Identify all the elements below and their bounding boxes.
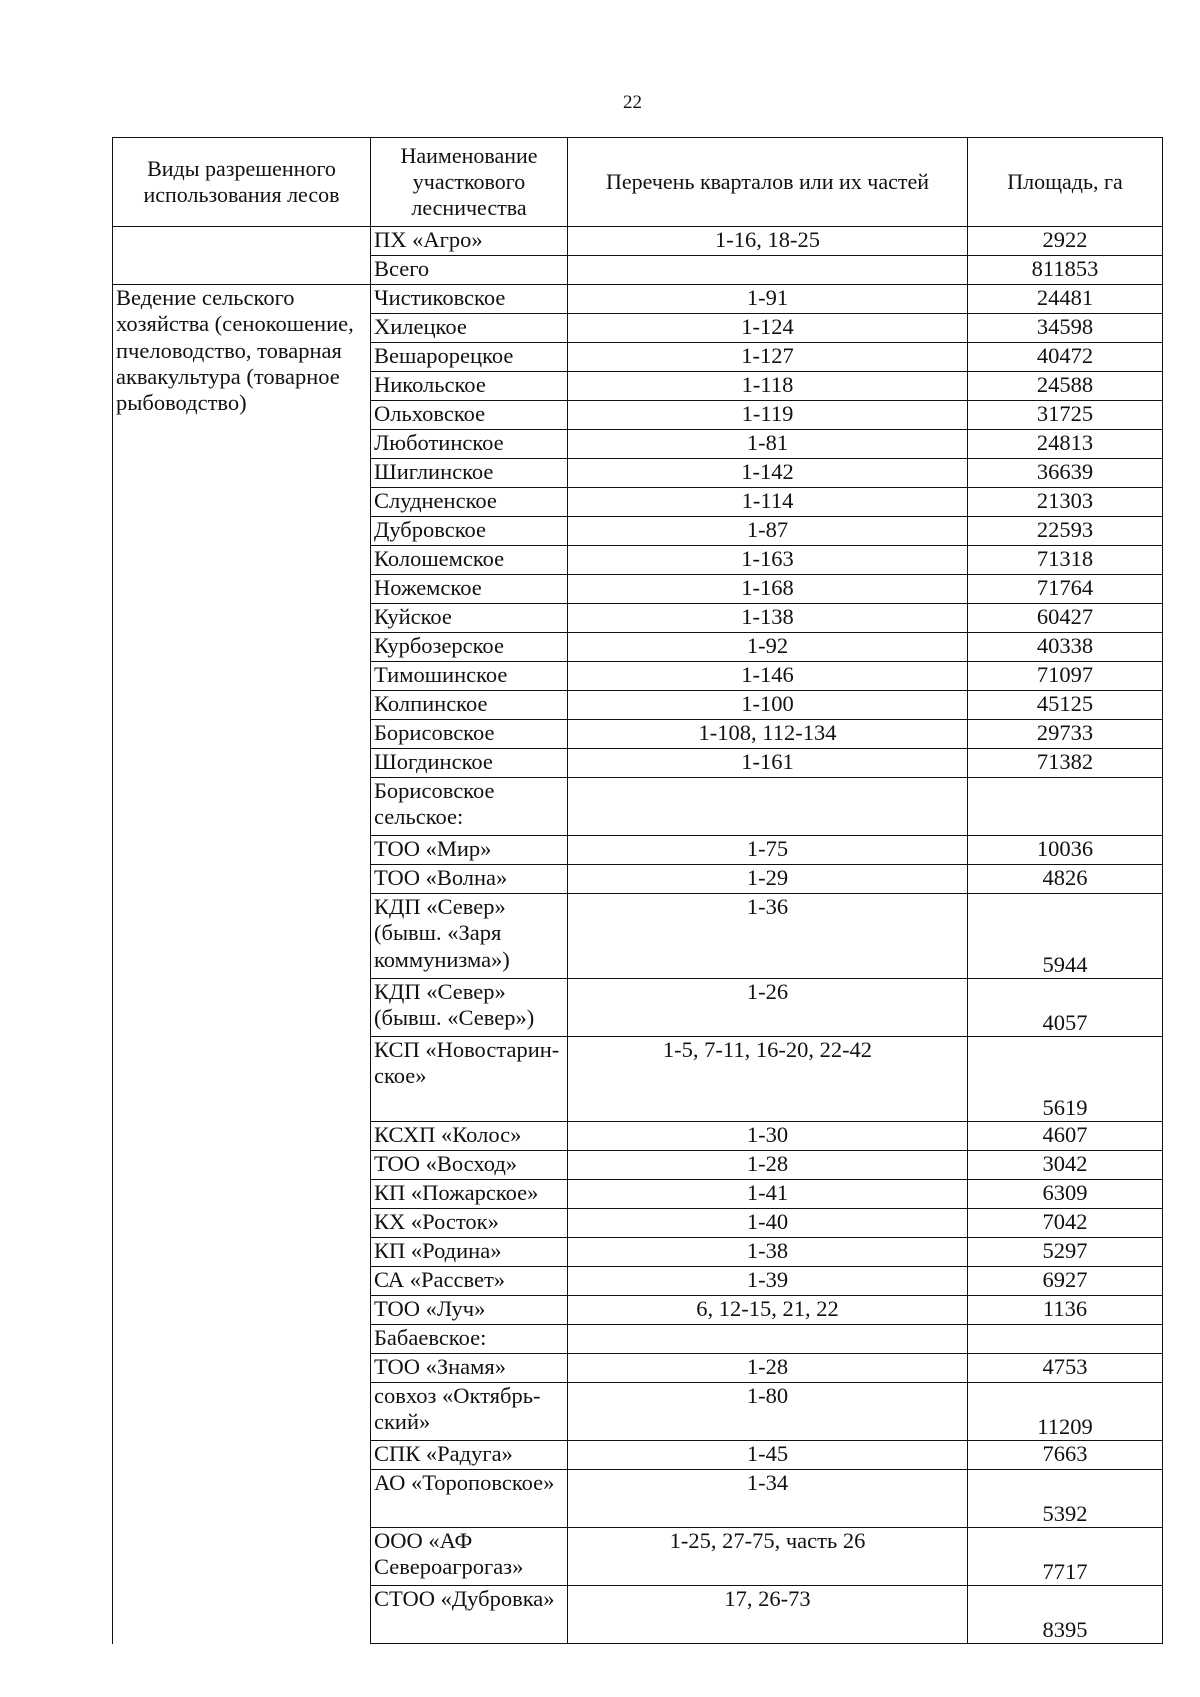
area-cell: 71382	[968, 749, 1163, 778]
table-body	[113, 227, 1163, 1644]
area-cell: 21303	[968, 488, 1163, 517]
forestry-name-cell: Ножемское	[371, 575, 568, 604]
header-area: Площадь, га	[968, 138, 1163, 227]
forestry-name-cell: КСХП «Колос»	[371, 1122, 568, 1151]
area-cell: 71318	[968, 546, 1163, 575]
forestry-name-cell: ТОО «Луч»	[371, 1296, 568, 1325]
area-cell: 4753	[968, 1354, 1163, 1383]
area-cell: 24481	[968, 285, 1163, 314]
area-cell: 45125	[968, 691, 1163, 720]
quarters-cell: 17, 26-73	[568, 1586, 968, 1644]
quarters-cell: 1-92	[568, 633, 968, 662]
area-cell: 24588	[968, 372, 1163, 401]
area-cell: 11209	[968, 1383, 1163, 1441]
header-quarters: Перечень кварталов или их частей	[568, 138, 968, 227]
area-cell: 4826	[968, 865, 1163, 894]
quarters-cell	[568, 256, 968, 285]
forestry-name-cell: Дубровское	[371, 517, 568, 546]
forestry-name-cell: Шогдинское	[371, 749, 568, 778]
area-cell: 31725	[968, 401, 1163, 430]
area-cell: 7042	[968, 1209, 1163, 1238]
quarters-cell: 1-124	[568, 314, 968, 343]
area-cell: 4607	[968, 1122, 1163, 1151]
empty-use-type-cell	[113, 227, 371, 285]
forestry-name-cell: Вешарорецкое	[371, 343, 568, 372]
area-cell: 40338	[968, 633, 1163, 662]
quarters-cell: 1-28	[568, 1354, 968, 1383]
forestry-name-cell: Борисовское сельское:	[371, 778, 568, 836]
forestry-name-cell: Люботинское	[371, 430, 568, 459]
area-cell: 36639	[968, 459, 1163, 488]
page-number: 22	[623, 92, 642, 113]
quarters-cell: 1-91	[568, 285, 968, 314]
area-cell: 811853	[968, 256, 1163, 285]
forestry-name-cell: ТОО «Волна»	[371, 865, 568, 894]
quarters-cell: 1-26	[568, 979, 968, 1037]
area-cell: 5297	[968, 1238, 1163, 1267]
area-cell: 7663	[968, 1441, 1163, 1470]
forestry-name-cell: КХ «Росток»	[371, 1209, 568, 1238]
area-cell: 29733	[968, 720, 1163, 749]
area-cell: 7717	[968, 1528, 1163, 1586]
forestry-name-cell: КДП «Север» (бывш. «Север»)	[371, 979, 568, 1037]
quarters-cell: 1-118	[568, 372, 968, 401]
area-cell: 10036	[968, 836, 1163, 865]
forestry-name-cell: Никольское	[371, 372, 568, 401]
quarters-cell: 1-168	[568, 575, 968, 604]
use-type-cell: Ведение сельского хозяйства (сенокошение, пчеловодство, товарная аквакультура (товарное рыбоводство)	[113, 285, 371, 1644]
area-cell: 6927	[968, 1267, 1163, 1296]
quarters-cell: 1-25, 27-75, часть 26	[568, 1528, 968, 1586]
area-cell: 6309	[968, 1180, 1163, 1209]
forestry-name-cell: Слудненское	[371, 488, 568, 517]
forestry-name-cell: СТОО «Дубровка»	[371, 1586, 568, 1644]
quarters-cell: 1-87	[568, 517, 968, 546]
quarters-cell: 1-41	[568, 1180, 968, 1209]
forestry-name-cell: Ольховское	[371, 401, 568, 430]
forestry-name-cell: Курбозерское	[371, 633, 568, 662]
quarters-cell	[568, 778, 968, 836]
quarters-cell: 1-81	[568, 430, 968, 459]
forestry-name-cell: Хилецкое	[371, 314, 568, 343]
quarters-cell: 1-45	[568, 1441, 968, 1470]
quarters-cell: 1-80	[568, 1383, 968, 1441]
forest-use-table	[112, 137, 1163, 1644]
forestry-name-cell: СА «Рассвет»	[371, 1267, 568, 1296]
forestry-name-cell: Куйское	[371, 604, 568, 633]
forestry-name-cell: Шиглинское	[371, 459, 568, 488]
area-cell: 60427	[968, 604, 1163, 633]
quarters-cell: 1-119	[568, 401, 968, 430]
forestry-name-cell: совхоз «Октябрь-ский»	[371, 1383, 568, 1441]
area-cell: 5944	[968, 894, 1163, 979]
area-cell: 3042	[968, 1151, 1163, 1180]
forestry-name-cell: Чистиковское	[371, 285, 568, 314]
forestry-name-cell: КП «Пожарское»	[371, 1180, 568, 1209]
area-cell: 8395	[968, 1586, 1163, 1644]
forestry-name-cell: Борисовское	[371, 720, 568, 749]
header-use-type: Виды разрешенного использования лесов	[113, 138, 371, 227]
area-cell: 22593	[968, 517, 1163, 546]
quarters-cell: 1-108, 112-134	[568, 720, 968, 749]
quarters-cell: 1-28	[568, 1151, 968, 1180]
quarters-cell: 1-30	[568, 1122, 968, 1151]
table-header-row	[113, 138, 1163, 227]
area-cell: 71764	[968, 575, 1163, 604]
area-cell: 71097	[968, 662, 1163, 691]
table-row	[113, 227, 1163, 256]
quarters-cell: 1-146	[568, 662, 968, 691]
forestry-name-cell: Тимошинское	[371, 662, 568, 691]
quarters-cell: 1-142	[568, 459, 968, 488]
quarters-cell	[568, 1325, 968, 1354]
quarters-cell: 1-34	[568, 1470, 968, 1528]
quarters-cell: 1-39	[568, 1267, 968, 1296]
forestry-name-cell: ТОО «Восход»	[371, 1151, 568, 1180]
forestry-name-cell: КСП «Новостарин-ское»	[371, 1037, 568, 1122]
forestry-name-cell: ООО «АФ Североагрогаз»	[371, 1528, 568, 1586]
forestry-name-cell: Колошемское	[371, 546, 568, 575]
forestry-name-cell: ПХ «Агро»	[371, 227, 568, 256]
quarters-cell: 1-5, 7-11, 16-20, 22-42	[568, 1037, 968, 1122]
forestry-name-cell: Бабаевское:	[371, 1325, 568, 1354]
area-cell: 24813	[968, 430, 1163, 459]
area-cell: 34598	[968, 314, 1163, 343]
header-forestry-name: Наименование участкового лесничества	[371, 138, 568, 227]
area-cell	[968, 1325, 1163, 1354]
quarters-cell: 6, 12-15, 21, 22	[568, 1296, 968, 1325]
quarters-cell: 1-138	[568, 604, 968, 633]
quarters-cell: 1-163	[568, 546, 968, 575]
forestry-name-cell: ТОО «Знамя»	[371, 1354, 568, 1383]
forestry-name-cell: АО «Тороповское»	[371, 1470, 568, 1528]
table-row	[113, 285, 1163, 314]
forestry-name-cell: Колпинское	[371, 691, 568, 720]
quarters-cell: 1-75	[568, 836, 968, 865]
area-cell: 40472	[968, 343, 1163, 372]
quarters-cell: 1-38	[568, 1238, 968, 1267]
forestry-name-cell: КДП «Север» (бывш. «Заря коммунизма»)	[371, 894, 568, 979]
area-cell: 5619	[968, 1037, 1163, 1122]
area-cell: 4057	[968, 979, 1163, 1037]
quarters-cell: 1-40	[568, 1209, 968, 1238]
forestry-name-cell: ТОО «Мир»	[371, 836, 568, 865]
quarters-cell: 1-114	[568, 488, 968, 517]
area-cell: 2922	[968, 227, 1163, 256]
quarters-cell: 1-100	[568, 691, 968, 720]
area-cell: 5392	[968, 1470, 1163, 1528]
area-cell: 1136	[968, 1296, 1163, 1325]
quarters-cell: 1-16, 18-25	[568, 227, 968, 256]
quarters-cell: 1-29	[568, 865, 968, 894]
quarters-cell: 1-36	[568, 894, 968, 979]
forestry-name-cell: СПК «Радуга»	[371, 1441, 568, 1470]
forestry-name-cell: Всего	[371, 256, 568, 285]
quarters-cell: 1-161	[568, 749, 968, 778]
forestry-name-cell: КП «Родина»	[371, 1238, 568, 1267]
area-cell	[968, 778, 1163, 836]
quarters-cell: 1-127	[568, 343, 968, 372]
